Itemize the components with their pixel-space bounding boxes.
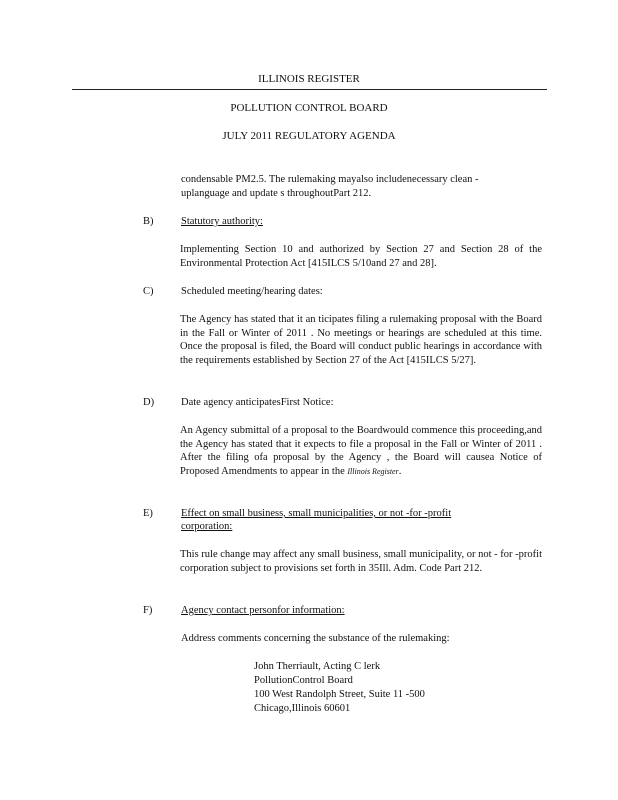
section-c-title: Scheduled meeting/hearing dates: [181, 286, 323, 297]
intro-line-1: condensable PM2.5. The rulemaking mayalso includenecessary clean - [181, 174, 479, 185]
section-e-letter: E) [143, 508, 153, 519]
section-b-title: Statutory authority: [181, 216, 263, 227]
header-divider [72, 89, 547, 90]
section-d-title: Date agency anticipatesFirst Notice: [181, 397, 334, 408]
section-f-body: Address comments concerning the substance of the rulemaking: [181, 633, 450, 644]
board-title: POLLUTION CONTROL BOARD [230, 102, 388, 114]
agenda-title: JULY 2011 REGULATORY AGENDA [222, 130, 396, 142]
section-d-body-end: . [398, 465, 402, 477]
section-b-body: Implementing Section 10 and authorized by Section 27 and Section 28 of the Environmental Protection Act [415ILCS 5/10and 27 and 28]. [180, 244, 542, 269]
section-e-title-2: corporation: [181, 521, 233, 532]
contact-name: John Therriault, Acting C lerk [254, 661, 381, 672]
section-e-title-1: Effect on small business, small municipalities, or not -for -profit [181, 508, 452, 519]
contact-address [254, 660, 514, 716]
section-d-body-text: An Agency submittal of a proposal to the Boardwould commence this proceeding,and the Agency has stated that it expects to file a proposal in the Fall or Winter of 2011 . After the filing ofa proposal by the Agency , the Board will causea Notice of Proposed Amendments to appear in the [180, 425, 542, 477]
section-f-letter: F) [143, 605, 153, 616]
intro-line-2: uplanguage and update s throughoutPart 212. [181, 188, 372, 199]
section-c-body: The Agency has stated that it an ticipates filing a rulemaking proposal with the Board in the Fall or Winter of 2011 . No meetings or hearings are scheduled at this time. Once the proposal is filed, the Board will conduct public hearings in accordance with the requirements established by Section 27 of the Act [415ILCS 5/27]. [180, 314, 542, 366]
section-c-letter: C) [143, 286, 154, 297]
section-e-body: This rule change may affect any small business, small municipality, or not - for -profit corporation subject to provisions set forth in 35Ill. Adm. Code Part 212. [180, 549, 542, 574]
section-f-title: Agency contact personfor information: [181, 605, 345, 616]
section-d-body [180, 424, 542, 478]
contact-org: PollutionControl Board [254, 675, 353, 686]
section-b-letter: B) [143, 216, 154, 227]
section-d-letter: D) [143, 397, 155, 408]
contact-street: 100 West Randolph Street, Suite 11 -500 [254, 689, 425, 700]
contact-city: Chicago,Illinois 60601 [254, 703, 351, 714]
illinois-register-italic: Illinois Register [347, 466, 399, 476]
register-title: ILLINOIS REGISTER [258, 73, 360, 85]
